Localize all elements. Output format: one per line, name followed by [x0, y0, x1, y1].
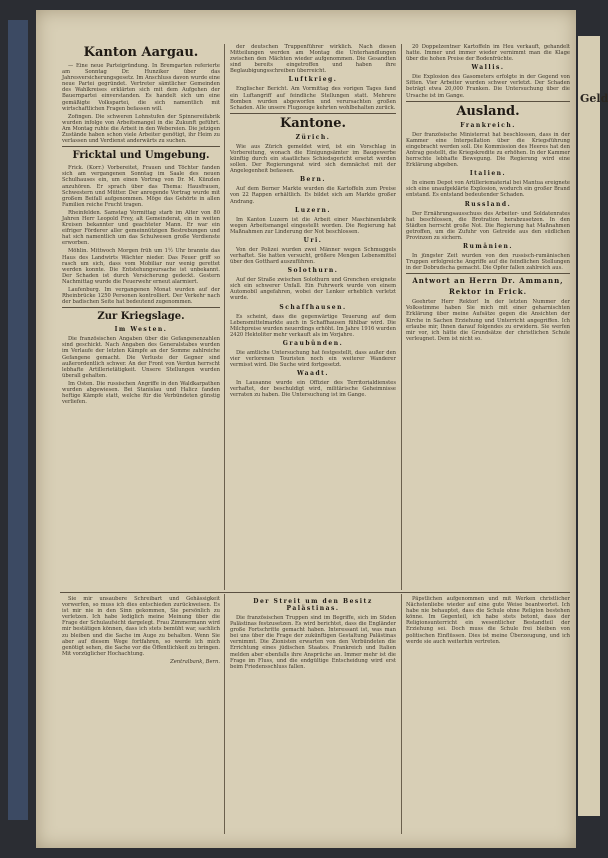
divider: [62, 307, 220, 308]
adjacent-page-edge: [578, 36, 600, 816]
article-paragraph: Frick. (Korr.) Vorbereitet, Frauen und Töchter fanden sich am vergangenen Sonntag im Saale des neuen Schulhauses ein, um einen Vortrag von Dr. M. Künzlen anzuhören. Er sprach über das Thema: Hausfrauen, Schwestern und Mütter. Der anregende Vortrag wurde mit großem Beifall aufgenommen. Möge das Gehörte in allen Familien reiche Frucht tragen.: [62, 165, 220, 208]
canton-heading: Luzern.: [295, 206, 331, 214]
canton-heading: Waadt.: [296, 370, 330, 378]
article-paragraph: Laufenburg. Im vergangenen Monat wurden auf der Rheinbrücke 1250 Personen kontrolliert. Der Verkehr nach der badischen Seite hat bedeutend zugenommen.: [62, 287, 220, 306]
article-paragraph: Die französischen Truppen sind im Begriffe, sich im Süden Palästinas festzusetzen. Es wird berichtet, dass die Engländer große Fortschritte gemacht haben. Interessant ist, was man bei uns über die Frage der zukünftigen Gestaltung Palästinas vernimmt. Die Zionisten erwarten von den Verbündeten die Errichtung eines jüdischen Staates. Frankreich und Italien melden aber ebenfalls ihre Ansprüche an. Immer mehr ist die Frage im Fluss, und die endgültige Entscheidung wird erst beim Friedensschluss fallen.: [230, 615, 396, 670]
canton-heading: Zürich.: [295, 133, 331, 141]
article-paragraph: Sie mir unsaubere Schreibart und Gehässigkeit vorwerfen, so muss ich dies entschieden zurückweisen. Es ist mir nie in den Sinn gekommen, Sie persönlich zu verletzen. Ich habe lediglich meine Meinung über die Frage der Schulaufsicht dargelegt. Frau Zimmermann wird mir bestätigen können, dass ich stets bemüht war, sachlich zu bleiben und die Sache im Auge zu behalten. Wenn Sie aber auf diesem Wege fortfahren, so werde ich mich genötigt sehen, die Sache vor die Öffentlichkeit zu bringen. Mit vorzüglicher Hochachtung.: [62, 596, 220, 657]
section-title-ausland: Ausland.: [456, 103, 520, 119]
article-paragraph: Im Osten. Die russischen Angriffe in den Waldkarpathen wurden abgewiesen. Bei Stanislau und Halicz fanden heftige Kämpfe statt, welche für die Verbündeten günstig verliefen.: [62, 380, 220, 406]
section-title-kantone: Kantone.: [279, 115, 347, 131]
section-title-kriegslage: Zur Kriegslage.: [97, 311, 185, 323]
canton-heading: Bern.: [299, 176, 326, 184]
article-title-palaestina: Der Streit um den Besitz Palästinas.: [253, 598, 373, 612]
letter-subtitle: Rektor in Frick.: [448, 287, 528, 297]
country-heading: Russland.: [464, 200, 512, 208]
bottom-left-column: [62, 596, 220, 832]
canton-heading: Wallis.: [471, 64, 505, 72]
right-column: [406, 44, 570, 590]
column-rule-2: [401, 44, 402, 590]
article-paragraph: In einem Depot von Artilleriematerial bei Mantua ereignete sich eine unaufgeklärte Explosion, wodurch ein großer Brand entstand. Es entstand bedeutender Schaden.: [406, 180, 570, 199]
bottom-right-column: [406, 596, 570, 832]
divider: [62, 146, 220, 147]
article-paragraph: In jüngster Zeit wurden von den russisch-rumänischen Truppen erfolgreiche Angriffe auf die feindlichen Stellungen in der Dobrudscha gemacht. Die Opfer fallen zahlreich aus.: [406, 252, 570, 272]
country-heading: Rumänien.: [463, 242, 513, 250]
adjacent-page-fragment: Geld: [580, 92, 608, 105]
article-paragraph: Auf dem Berner Markte wurden die Kartoffeln zum Preise von 22 Rappen erhältlich. Es bildet sich am Markte großer Andrang.: [230, 186, 396, 205]
canton-heading: Graubünden.: [282, 339, 344, 347]
canton-heading: Uri.: [303, 236, 323, 244]
section-title-aargau: Kanton Aargau.: [83, 45, 199, 60]
article-paragraph: In Lausanne wurde ein Offizier des Territorialdienstes verhaftet, der beschuldigt wird, militärische Geheimnisse verraten zu haben. Die Untersuchung ist im Gange.: [230, 380, 396, 399]
article-paragraph: Möhlin. Mittwoch Morgen früh um 1½ Uhr brannte das Haus des Landwirts Wächter nieder. Das Feuer griff so rasch um sich, dass vom Mobiliar nur wenig gerettet werden konnte. Die Entstehungsursache ist unbekannt. Der Schaden ist durch Versicherung gedeckt. Gestern Nachmittag wurde die Feuerwehr erneut alarmiert.: [62, 248, 220, 285]
canton-heading: Schaffhausen.: [279, 303, 347, 311]
divider: [406, 101, 570, 102]
article-paragraph: Die französischen Angaben über die Gefangenenzahlen sind geschickt. Nach Angaben des Generalstabes wurden im Verlaufe der letzten Kämpfe an der Somme zahlreiche Gefangene gemacht. Die Verluste der Gegner sind außerordentlich schwer. An der Front von Verdun herrscht lebhafte Artillerietätigkeit. Unsere Stellungen wurden überall gehalten.: [62, 336, 220, 379]
divider: [230, 113, 396, 114]
subheading-luftkrieg: Luftkrieg.: [288, 76, 338, 84]
article-paragraph: Die amtliche Untersuchung hat festgestellt, dass außer den vier verlorenen Touristen noch ein weiterer Wanderer vermisst wird. Die Suche wird fortgesetzt.: [230, 349, 396, 369]
canton-heading: Solothurn.: [287, 267, 339, 275]
article-paragraph: Geehrter Herr Rektor! In der letzten Nummer der Volksstimme haben Sie mich mit einer geharnischten Erklärung über meine Aufsätze gegen die Ansichten der Kirche in Sachen Erziehung und Unterricht angegriffen. Ich erlaube mir, Ihnen darauf folgendes zu erwidern. Sie werfen mir vor, ich hätte die Grundsätze der christlichen Schule verleugnet. Dem ist nicht so.: [406, 299, 570, 342]
left-column: [62, 44, 220, 590]
article-paragraph: — Eine neue Parteigründung. In Bremgarten referierte am Sonntag Dr. Hunziker über das Jahresversicherungsgesetz. Im Anschluss davon wurde eine neue Partei gegründet. Vertreter sämtlicher Gemeinden des Wahlkreises erklärten sich mit dem Aufgehen der Bauernpartei einverstanden. Es handelt sich um eine gemäßigte Volkspartei, die sich namentlich mit wirtschaftlichen Fragen befassen will.: [62, 63, 220, 112]
article-paragraph: Die Explosion des Gasometers erfolgte in der Gegend von Sitten. Vier Arbeiter wurden schwer verletzt. Der Schaden beträgt etwa 20,000 Franken. Die Untersuchung über die Ursache ist im Gange.: [406, 74, 570, 99]
bottom-middle-column: [230, 596, 396, 832]
section-title-fricktal: Fricktal und Umgebung.: [72, 150, 210, 162]
article-paragraph: Der französische Ministerrat hat beschlossen, dass in der Kammer eine Interpellation über die Kriegsführung eingebracht werden soll. Die Kommission des Heeres hat den Antrag gestellt, die Kriegskredite zu erhöhen. In der Kammer herrschte lebhafte Bewegung. Die Regierung wird eine Erklärung abgeben.: [406, 131, 570, 169]
column-rule-3: [224, 594, 225, 834]
subheading-westen: Im Westen.: [114, 326, 168, 334]
article-paragraph: Es scheint, dass die gegenwärtige Teuerung auf dem Lebensmittelmarkte auch in Schaffhausen fühlbar wird. Die Milchpreise wurden neuerdings erhöht. Im Jahre 1916 wurden 2420 Hektoliter mehr verkauft als im Vorjahre.: [230, 313, 396, 338]
article-paragraph: Päpstlichen aufgenommen und mit Werken christlicher Nächstenliebe wieder auf eine gute Weise beantwortet. Ich habe nie behauptet, dass die Schule ohne Religion bestehen könne. Im Gegenteil, ich habe stets betont, dass der Religionsunterricht ein wesentlicher Bestandteil der Erziehung sei. Doch muss die Schule frei bleiben von politischen Einflüssen. Dies ist meine Überzeugung, und ich werde sie auch weiterhin vertreten.: [406, 596, 570, 645]
article-paragraph: Englischer Bericht. Am Vormittag des vorigen Tages fand ein Luftangriff auf feindliche Stellungen statt. Mehrere Bomben wurden abgeworfen und verursachten großen Schaden. Alle unsere Flugzeuge kehrten wohlbehalten zurück.: [230, 86, 396, 111]
letter-title: Antwort an Herrn Dr. Ammann,: [412, 276, 564, 286]
country-heading: Italien.: [469, 170, 507, 178]
article-paragraph: Wie aus Zürich gemeldet wird, ist ein Vorschlag in Vorbereitung, wonach die Einigungsämter im Baugewerbe künftig durch ein staatliches Schiedsgericht ersetzt werden sollen. Der Regierungsrat wird sich demnächst mit der Angelegenheit befassen.: [230, 143, 396, 175]
middle-column: [230, 44, 396, 590]
column-rule-1: [224, 44, 225, 590]
section-divider: [60, 592, 570, 593]
divider: [406, 273, 570, 274]
article-paragraph: Rheinfelden. Samstag Vormittag starb im Alter von 80 Jahren Herr Leopold Frey, alt Gemeinderat, ein in weiten Kreisen bekannter und geachteter Mann. Er war ein eifriger Förderer aller gemeinnützigen Bestrebungen und hat sich namentlich um das Schulwesen große Verdienste erworben.: [62, 209, 220, 247]
article-paragraph: Zofingen. Die schweren Lohnstufen der Spinnereifabrik wurden infolge von Arbeitsmangel in die Zukunft geführt. Am Montag ruhte die Arbeit in den Webereien. Die jetzigen Zustände haben schon viele Arbeiter genötigt, ihr Heim zu verlassen und Verdienst anderwärts zu suchen.: [62, 113, 220, 145]
article-paragraph: Von der Polizei wurden zwei Männer wegen Schmuggels verhaftet. Sie hatten versucht, größere Mengen Lebensmittel über den Gotthard auszuführen.: [230, 246, 396, 266]
article-paragraph: Der Ernährungsausschuss des Arbeiter- und Soldatenrates hat beschlossen, die Brotration herabzusetzen. In den Städten herrscht große Not. Die Regierung hat Maßnahmen getroffen, um die Zufuhr von Getreide aus den südlichen Provinzen zu sichern.: [406, 210, 570, 241]
article-paragraph: der deutschen Truppenführer wirklich. Nach diesen Mitteilungen werden am Montag die Unterhandlungen zwischen den Mächten wieder aufgenommen. Die Gesandten sind bereits eingetroffen und haben ihre Beglaubigungsschreiben überreicht.: [230, 44, 396, 75]
article-paragraph: Im Kanton Luzern ist die Arbeit einer Maschinenfabrik wegen Arbeitsmangel eingestellt worden. Die Regierung hat Maßnahmen zur Linderung der Not beschlossen.: [230, 216, 396, 235]
signature: Zentralbank, Bern.: [170, 658, 220, 665]
column-rule-4: [401, 594, 402, 834]
article-paragraph: 20 Doppelzentner Kartoffeln im Heu verkauft, gehandelt hatte. Immer und immer wieder vernimmt man die Klage über die hohen Preise der Bodenfrüchte.: [406, 44, 570, 63]
book-spine: [8, 20, 28, 820]
country-heading: Frankreich.: [460, 121, 516, 129]
article-paragraph: Auf der Straße zwischen Solothurn und Grenchen ereignete sich ein schwerer Unfall. Ein Fuhrwerk wurde von einem Automobil angefahren, wobei der Lenker erheblich verletzt wurde.: [230, 277, 396, 302]
